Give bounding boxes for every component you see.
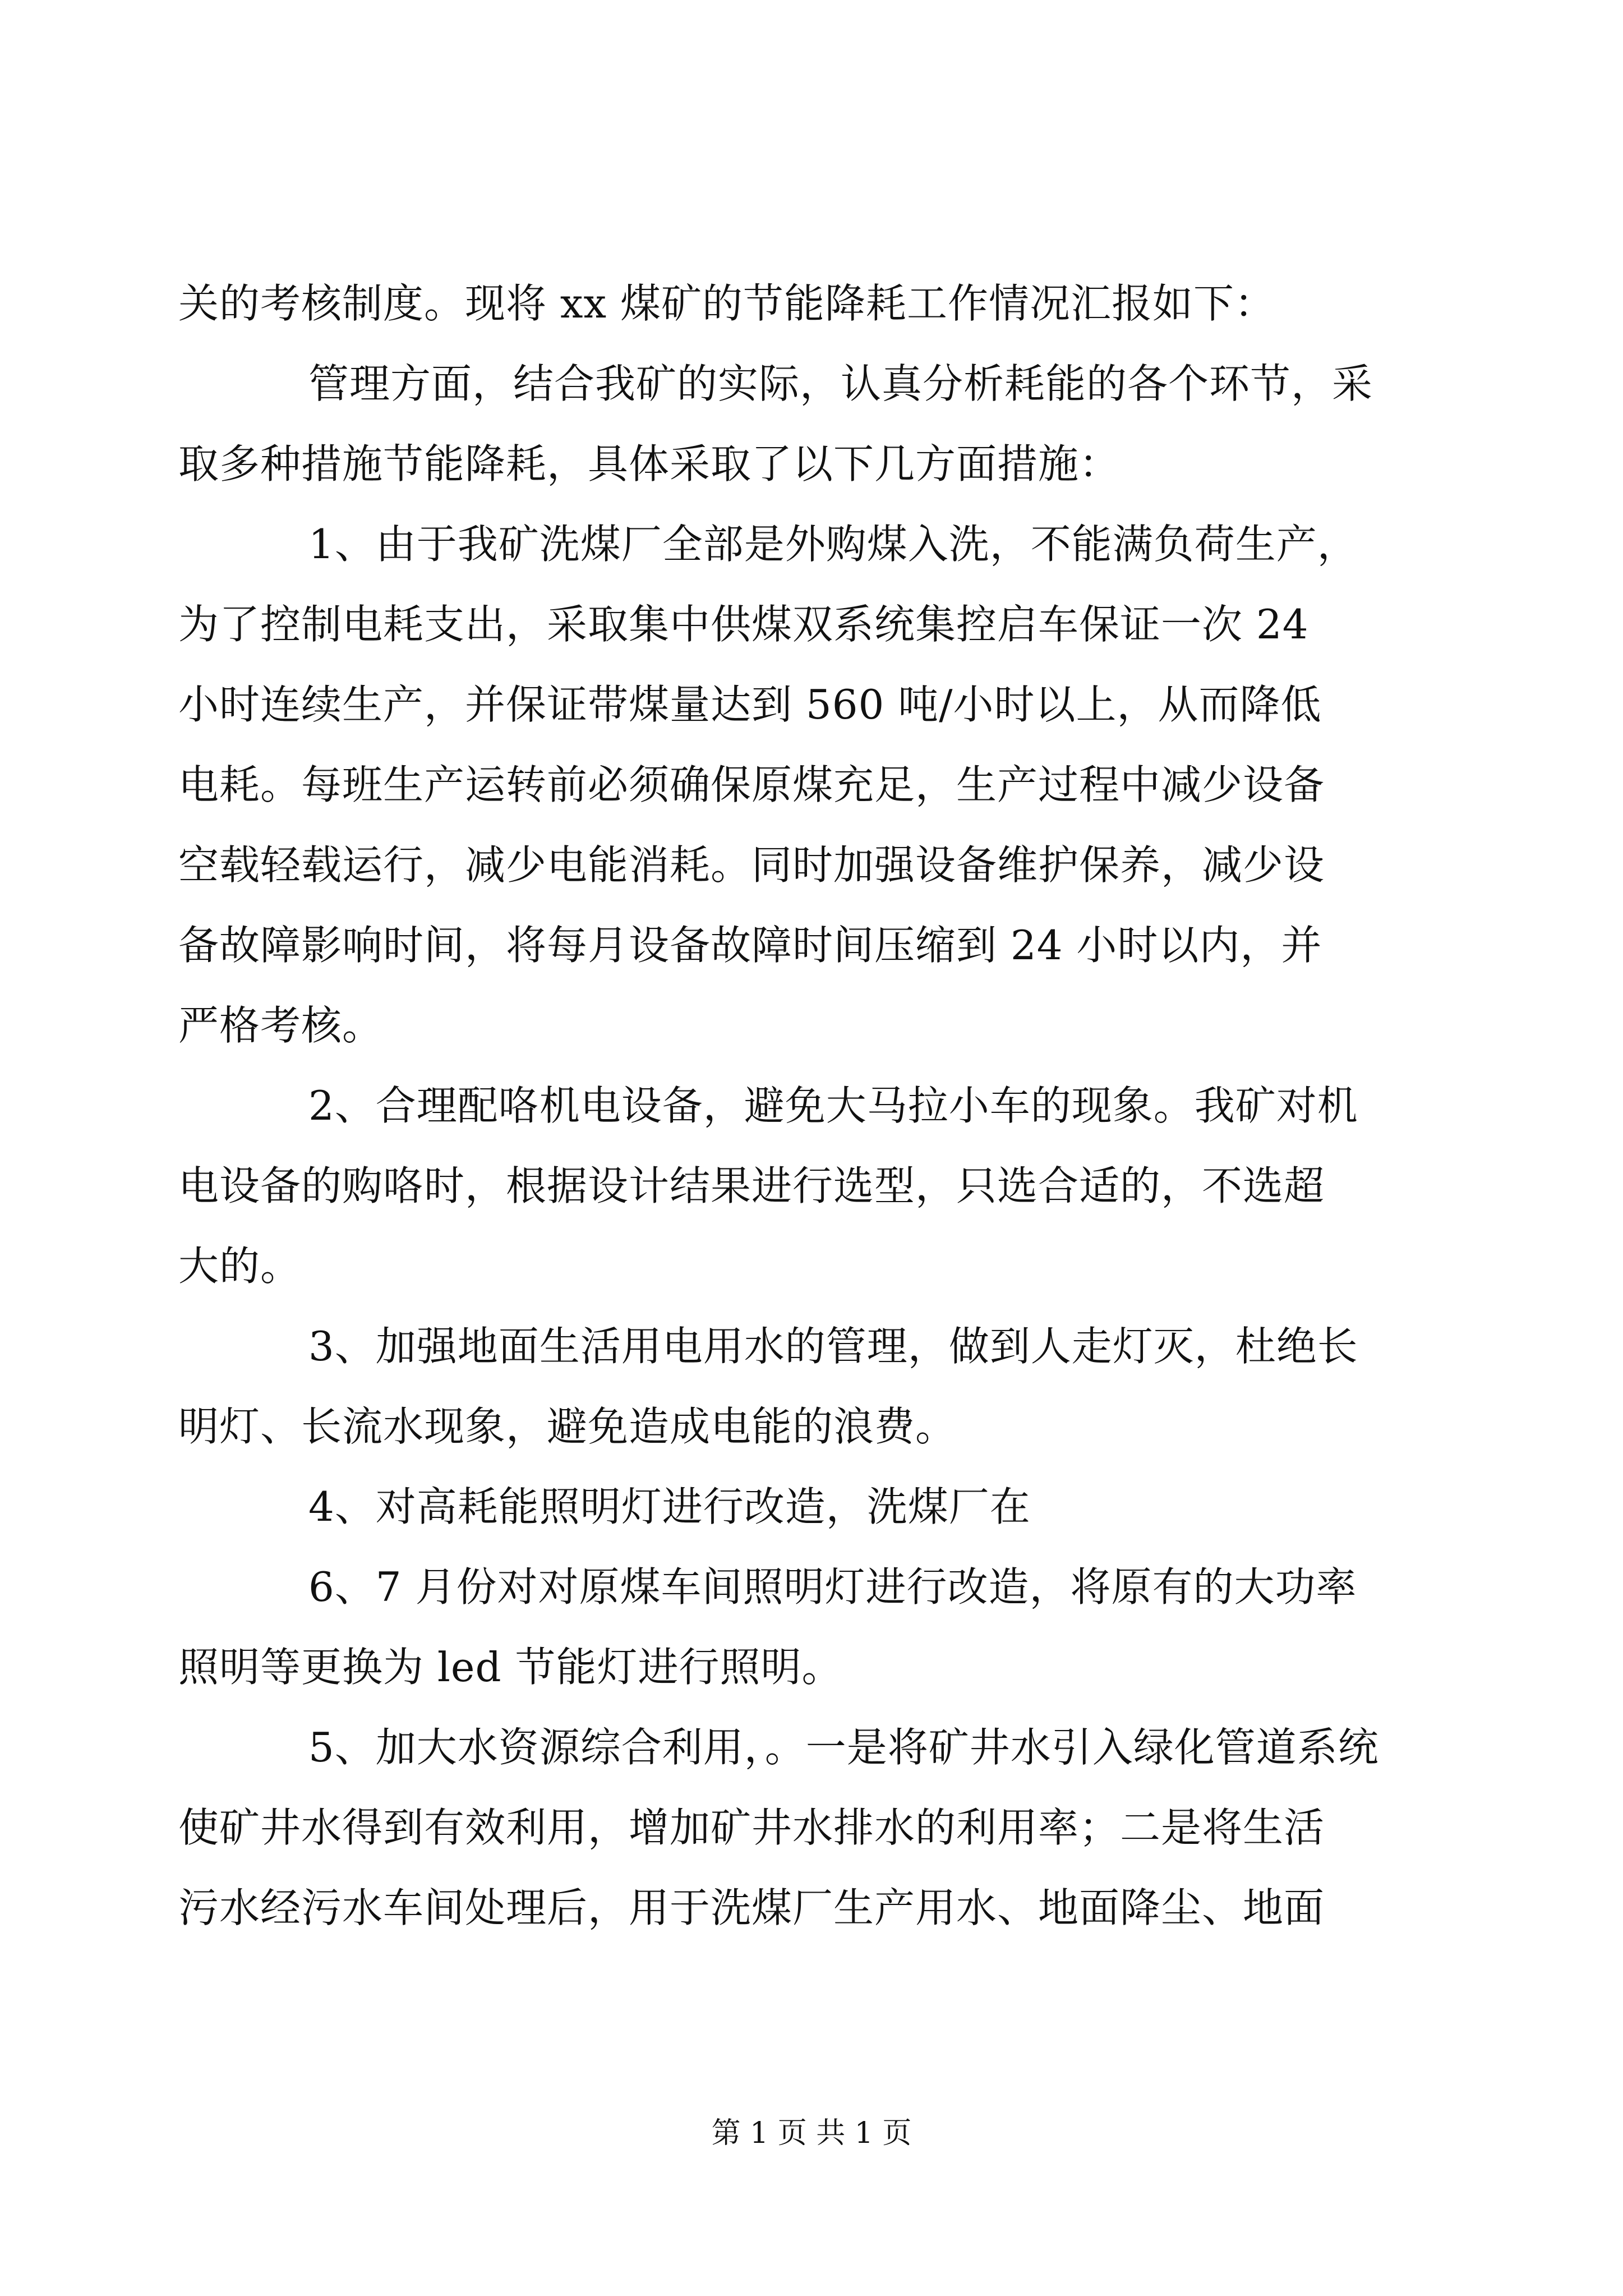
body-line: 明灯、长流水现象，避免造成电能的浪费。 (178, 1403, 957, 1450)
body-line: 2、合理配咯机电设备，避免大马拉小车的现象。我矿对机 (308, 1082, 1358, 1129)
body-line: 为了控制电耗支出，采取集中供煤双系统集控启车保证一次 24 (178, 601, 1309, 648)
body-line: 照明等更换为 led 节能灯进行照明。 (178, 1644, 843, 1691)
body-line: 电设备的购咯时，根据设计结果进行选型，只选合适的，不选超 (178, 1162, 1325, 1209)
body-line: 5、加大水资源综合利用，。一是将矿井水引入绿化管道系统 (308, 1724, 1379, 1771)
body-line: 3、加强地面生活用电用水的管理，做到人走灯灭，杜绝长 (308, 1323, 1358, 1370)
body-line: 电耗。每班生产运转前必须确保原煤充足，生产过程中减少设备 (178, 761, 1325, 808)
document-body (178, 264, 1445, 1948)
body-line: 取多种措施节能降耗，具体采取了以下几方面措施： (178, 440, 1121, 487)
body-line: 4、对高耗能照明灯进行改造，洗煤厂在 (308, 1483, 1031, 1530)
page-footer: 第 1 页 共 1 页 (711, 2116, 912, 2150)
body-line: 关的考核制度。现将 xx 煤矿的节能降耗工作情况汇报如下： (178, 280, 1275, 327)
body-line: 大的。 (178, 1243, 302, 1290)
body-line: 备故障影响时间，将每月设备故障时间压缩到 24 小时以内，并 (178, 922, 1322, 969)
body-line: 使矿井水得到有效利用，增加矿井水排水的利用率；二是将生活 (178, 1804, 1325, 1851)
body-line: 空载轻载运行，减少电能消耗。同时加强设备维护保养，减少设 (178, 841, 1325, 889)
body-line: 6、7 月份对对原煤车间照明灯进行改造，将原有的大功率 (308, 1563, 1357, 1611)
body-line: 污水经污水车间处理后，用于洗煤厂生产用水、地面降尘、地面 (178, 1884, 1325, 1931)
body-line: 管理方面，结合我矿的实际，认真分析耗能的各个环节，采 (308, 360, 1373, 407)
body-line: 严格考核。 (178, 1002, 384, 1049)
body-line: 小时连续生产，并保证带煤量达到 560 吨/小时以上，从而降低 (178, 681, 1322, 728)
body-line: 1、由于我矿洗煤厂全部是外购煤入洗，不能满负荷生产， (308, 521, 1358, 568)
